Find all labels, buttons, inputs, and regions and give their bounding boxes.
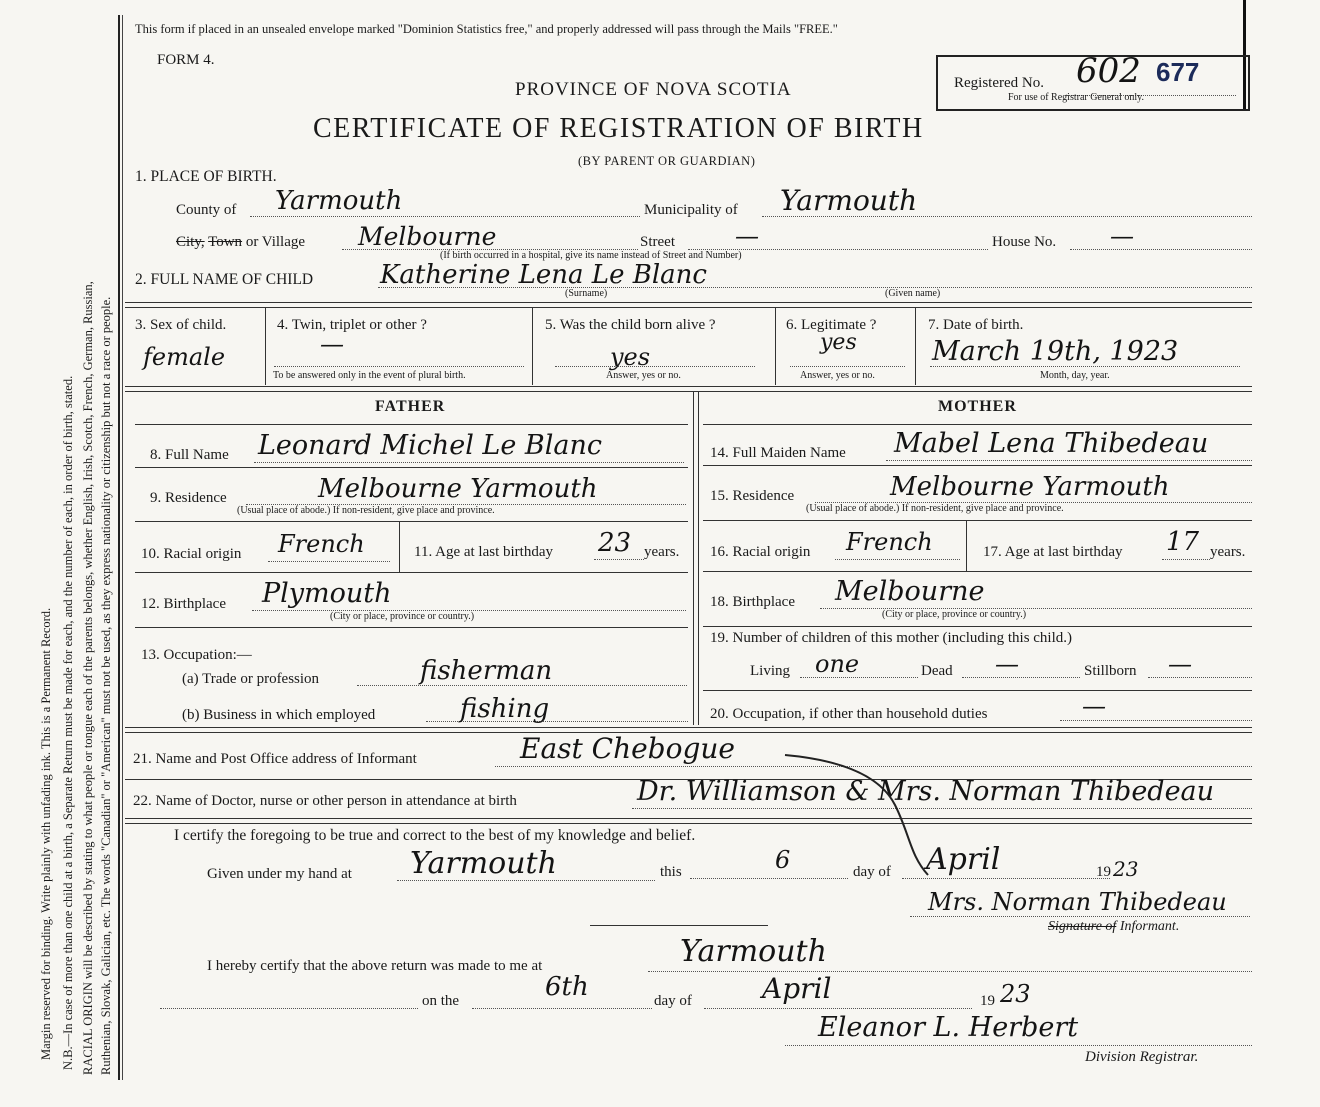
mother-birthplace-label: 18. Birthplace — [710, 594, 795, 610]
dead-label: Dead — [921, 663, 953, 679]
mother-age-unit: years. — [1210, 544, 1246, 560]
father-heading: FATHER — [375, 398, 446, 415]
registrar-day-value: 6th — [545, 972, 589, 1002]
twin-note: To be answered only in the event of plural birth. — [273, 370, 466, 381]
father-residence-label: 9. Residence — [150, 490, 227, 506]
mother-occupation-label: 20. Occupation, if other than household duties — [710, 706, 988, 722]
doctor-label: 22. Name of Doctor, nurse or other person in attendance at birth — [133, 793, 517, 809]
given-label: Given under my hand at — [207, 866, 352, 882]
margin-line-2: N.B.—In case of more than one child at a birth, a Separate Return must be made for each, and the number of each, in order of birth, stated. — [61, 375, 75, 1070]
registered-stamp: 677 — [1156, 57, 1200, 87]
children-count-label: 19. Number of children of this mother (including this child.) — [710, 630, 1073, 646]
village-value: Melbourne — [358, 222, 497, 251]
municipality-label: Municipality of — [644, 202, 738, 218]
municipality-value: Yarmouth — [780, 184, 918, 217]
registrar-on-label: on the — [422, 993, 460, 1009]
legitimate-label: 6. Legitimate ? — [786, 317, 877, 333]
this-label: this — [660, 864, 682, 880]
house-label: House No. — [992, 234, 1057, 250]
stillborn-label: Stillborn — [1084, 663, 1137, 679]
mother-name-value: Mabel Lena Thibedeau — [894, 428, 1209, 459]
registered-box — [936, 51, 1250, 111]
mother-occupation-value: — — [1082, 692, 1106, 720]
doctor-value: Dr. Williamson & Mrs. Norman Thibedeau — [637, 776, 1215, 807]
informant-caption: Informant. — [1119, 919, 1180, 934]
living-value: one — [815, 650, 860, 678]
registrar-place-value: Yarmouth — [680, 934, 827, 969]
certify-day-value: 6 — [775, 846, 791, 874]
mother-residence-label: 15. Residence — [710, 488, 795, 504]
form-number: FORM 4. — [157, 52, 215, 68]
certify-day-label: day of — [853, 864, 891, 880]
father-name-value: Leonard Michel Le Blanc — [258, 430, 602, 461]
street-label: Street — [640, 234, 675, 250]
father-birthplace-label: 12. Birthplace — [141, 596, 226, 612]
registrar-signature: Eleanor L. Herbert — [818, 1012, 1079, 1043]
certify-year-prefix: 19 — [1096, 864, 1111, 880]
house-value: — — [1110, 222, 1134, 250]
registrar-year-value: 23 — [1000, 980, 1031, 1008]
margin-line-3: RACIAL ORIGIN will be described by stating to what people or tongue each of the parents belongs, whether English, Irish, Scotch, French, German, Russian, — [81, 281, 95, 1075]
province-title: PROVINCE OF NOVA SCOTIA — [515, 79, 792, 100]
legitimate-value: yes — [820, 330, 857, 355]
town-label: Town — [208, 234, 243, 250]
hospital-note: (If birth occurred in a hospital, give its name instead of Street and Number) — [440, 250, 742, 261]
mother-age-value: 17 — [1166, 527, 1200, 557]
father-age-value: 23 — [598, 528, 632, 558]
given-name-note: (Given name) — [885, 288, 941, 299]
mother-age-label: 17. Age at last birthday — [983, 544, 1123, 560]
street-value: — — [735, 222, 759, 250]
county-label: County of — [176, 202, 237, 218]
city-town-village-label — [176, 234, 305, 251]
father-birthplace-note: (City or place, province or country.) — [330, 611, 475, 622]
mother-race-value: French — [846, 528, 933, 556]
father-birthplace-value: Plymouth — [262, 578, 392, 609]
father-age-label: 11. Age at last birthday — [414, 544, 553, 560]
dob-label: 7. Date of birth. — [928, 317, 1024, 333]
sex-value: female — [143, 343, 226, 371]
mother-heading: MOTHER — [938, 398, 1017, 415]
twin-label: 4. Twin, triplet or other ? — [277, 317, 427, 333]
registrar-certify: I hereby certify that the above return was made to me at — [207, 958, 543, 974]
surname-note: (Surname) — [565, 288, 608, 299]
business-label: (b) Business in which employed — [182, 707, 376, 723]
registered-label: Registered No. — [954, 75, 1044, 91]
city-label: City, — [176, 234, 205, 250]
page-subtitle: (BY PARENT OR GUARDIAN) — [578, 154, 756, 168]
certify-month-value: April — [926, 842, 1001, 877]
informant-signature: Mrs. Norman Thibedeau — [928, 888, 1227, 916]
mother-name-label: 14. Full Maiden Name — [710, 445, 846, 461]
mother-birthplace-note: (City or place, province or country.) — [882, 609, 1027, 620]
dead-value: — — [995, 650, 1019, 678]
father-residence-note: (Usual place of abode.) If non-resident, give place and province. — [237, 505, 495, 516]
margin-rule — [118, 15, 120, 1080]
legitimate-note: Answer, yes or no. — [800, 370, 875, 381]
trade-value: fisherman — [420, 656, 553, 686]
signature-struck: Signature of — [1048, 919, 1117, 934]
father-residence-value: Melbourne Yarmouth — [318, 474, 598, 504]
father-age-unit: years. — [644, 544, 680, 560]
margin-line-4: Ruthenian, Slovak, Galician, etc. The words "Canadian" or "American" must not be used, as they express nationality or citizenship but not a race or people. — [99, 296, 113, 1075]
dob-value: March 19th, 1923 — [932, 336, 1179, 367]
certify-year-value: 23 — [1113, 857, 1139, 881]
father-name-label: 8. Full Name — [150, 447, 229, 463]
registrar-year-prefix: 19 — [980, 993, 995, 1009]
mother-residence-value: Melbourne Yarmouth — [890, 472, 1170, 502]
living-label: Living — [750, 663, 790, 679]
child-name-value: Katherine Lena Le Blanc — [380, 260, 707, 290]
business-value: fishing — [460, 694, 550, 724]
registrar-day-label: day of — [654, 993, 692, 1009]
certify-statement: I certify the foregoing to be true and correct to the best of my knowledge and belief. — [174, 827, 696, 844]
given-place-value: Yarmouth — [410, 846, 557, 881]
signature-label — [1048, 919, 1179, 935]
informant-label: 21. Name and Post Office address of Informant — [133, 751, 417, 767]
dob-note: Month, day, year. — [1040, 370, 1110, 381]
mother-residence-note: (Usual place of abode.) If non-resident, give place and province. — [806, 503, 1064, 514]
binding-margin — [0, 0, 120, 1107]
child-name-label: 2. FULL NAME OF CHILD — [135, 271, 314, 288]
page-title: CERTIFICATE OF REGISTRATION OF BIRTH — [313, 113, 924, 144]
sex-label: 3. Sex of child. — [135, 317, 227, 333]
mother-birthplace-value: Melbourne — [835, 576, 985, 607]
father-race-label: 10. Racial origin — [141, 546, 242, 562]
mother-race-label: 16. Racial origin — [710, 544, 811, 560]
postal-note: This form if placed in an unsealed envelope marked "Dominion Statistics free," and properly addressed will pass through the Mails "FREE." — [135, 22, 838, 36]
alive-value: yes — [610, 343, 651, 371]
margin-rule-inner — [122, 15, 123, 1080]
father-occupation-label: 13. Occupation:— — [141, 647, 252, 663]
father-race-value: French — [278, 530, 365, 558]
registrar-note: For use of Registrar General only. — [1008, 92, 1144, 103]
registered-handwritten: 602 — [1076, 51, 1141, 91]
margin-line-1: Margin reserved for binding. Write plainly with unfading ink. This is a Permanent Record. — [39, 607, 53, 1060]
county-value: Yarmouth — [275, 186, 403, 216]
pen-stroke — [780, 745, 940, 885]
village-label: or Village — [245, 234, 306, 250]
trade-label: (a) Trade or profession — [182, 671, 320, 687]
registrar-month-value: April — [762, 972, 832, 1005]
alive-label: 5. Was the child born alive ? — [545, 317, 716, 333]
informant-value: East Chebogue — [520, 732, 735, 765]
registrar-title: Division Registrar. — [1085, 1049, 1199, 1065]
twin-value: — — [320, 330, 344, 358]
alive-note: Answer, yes or no. — [606, 370, 681, 381]
place-of-birth-heading: 1. PLACE OF BIRTH. — [135, 168, 277, 185]
stillborn-value: — — [1168, 650, 1192, 678]
